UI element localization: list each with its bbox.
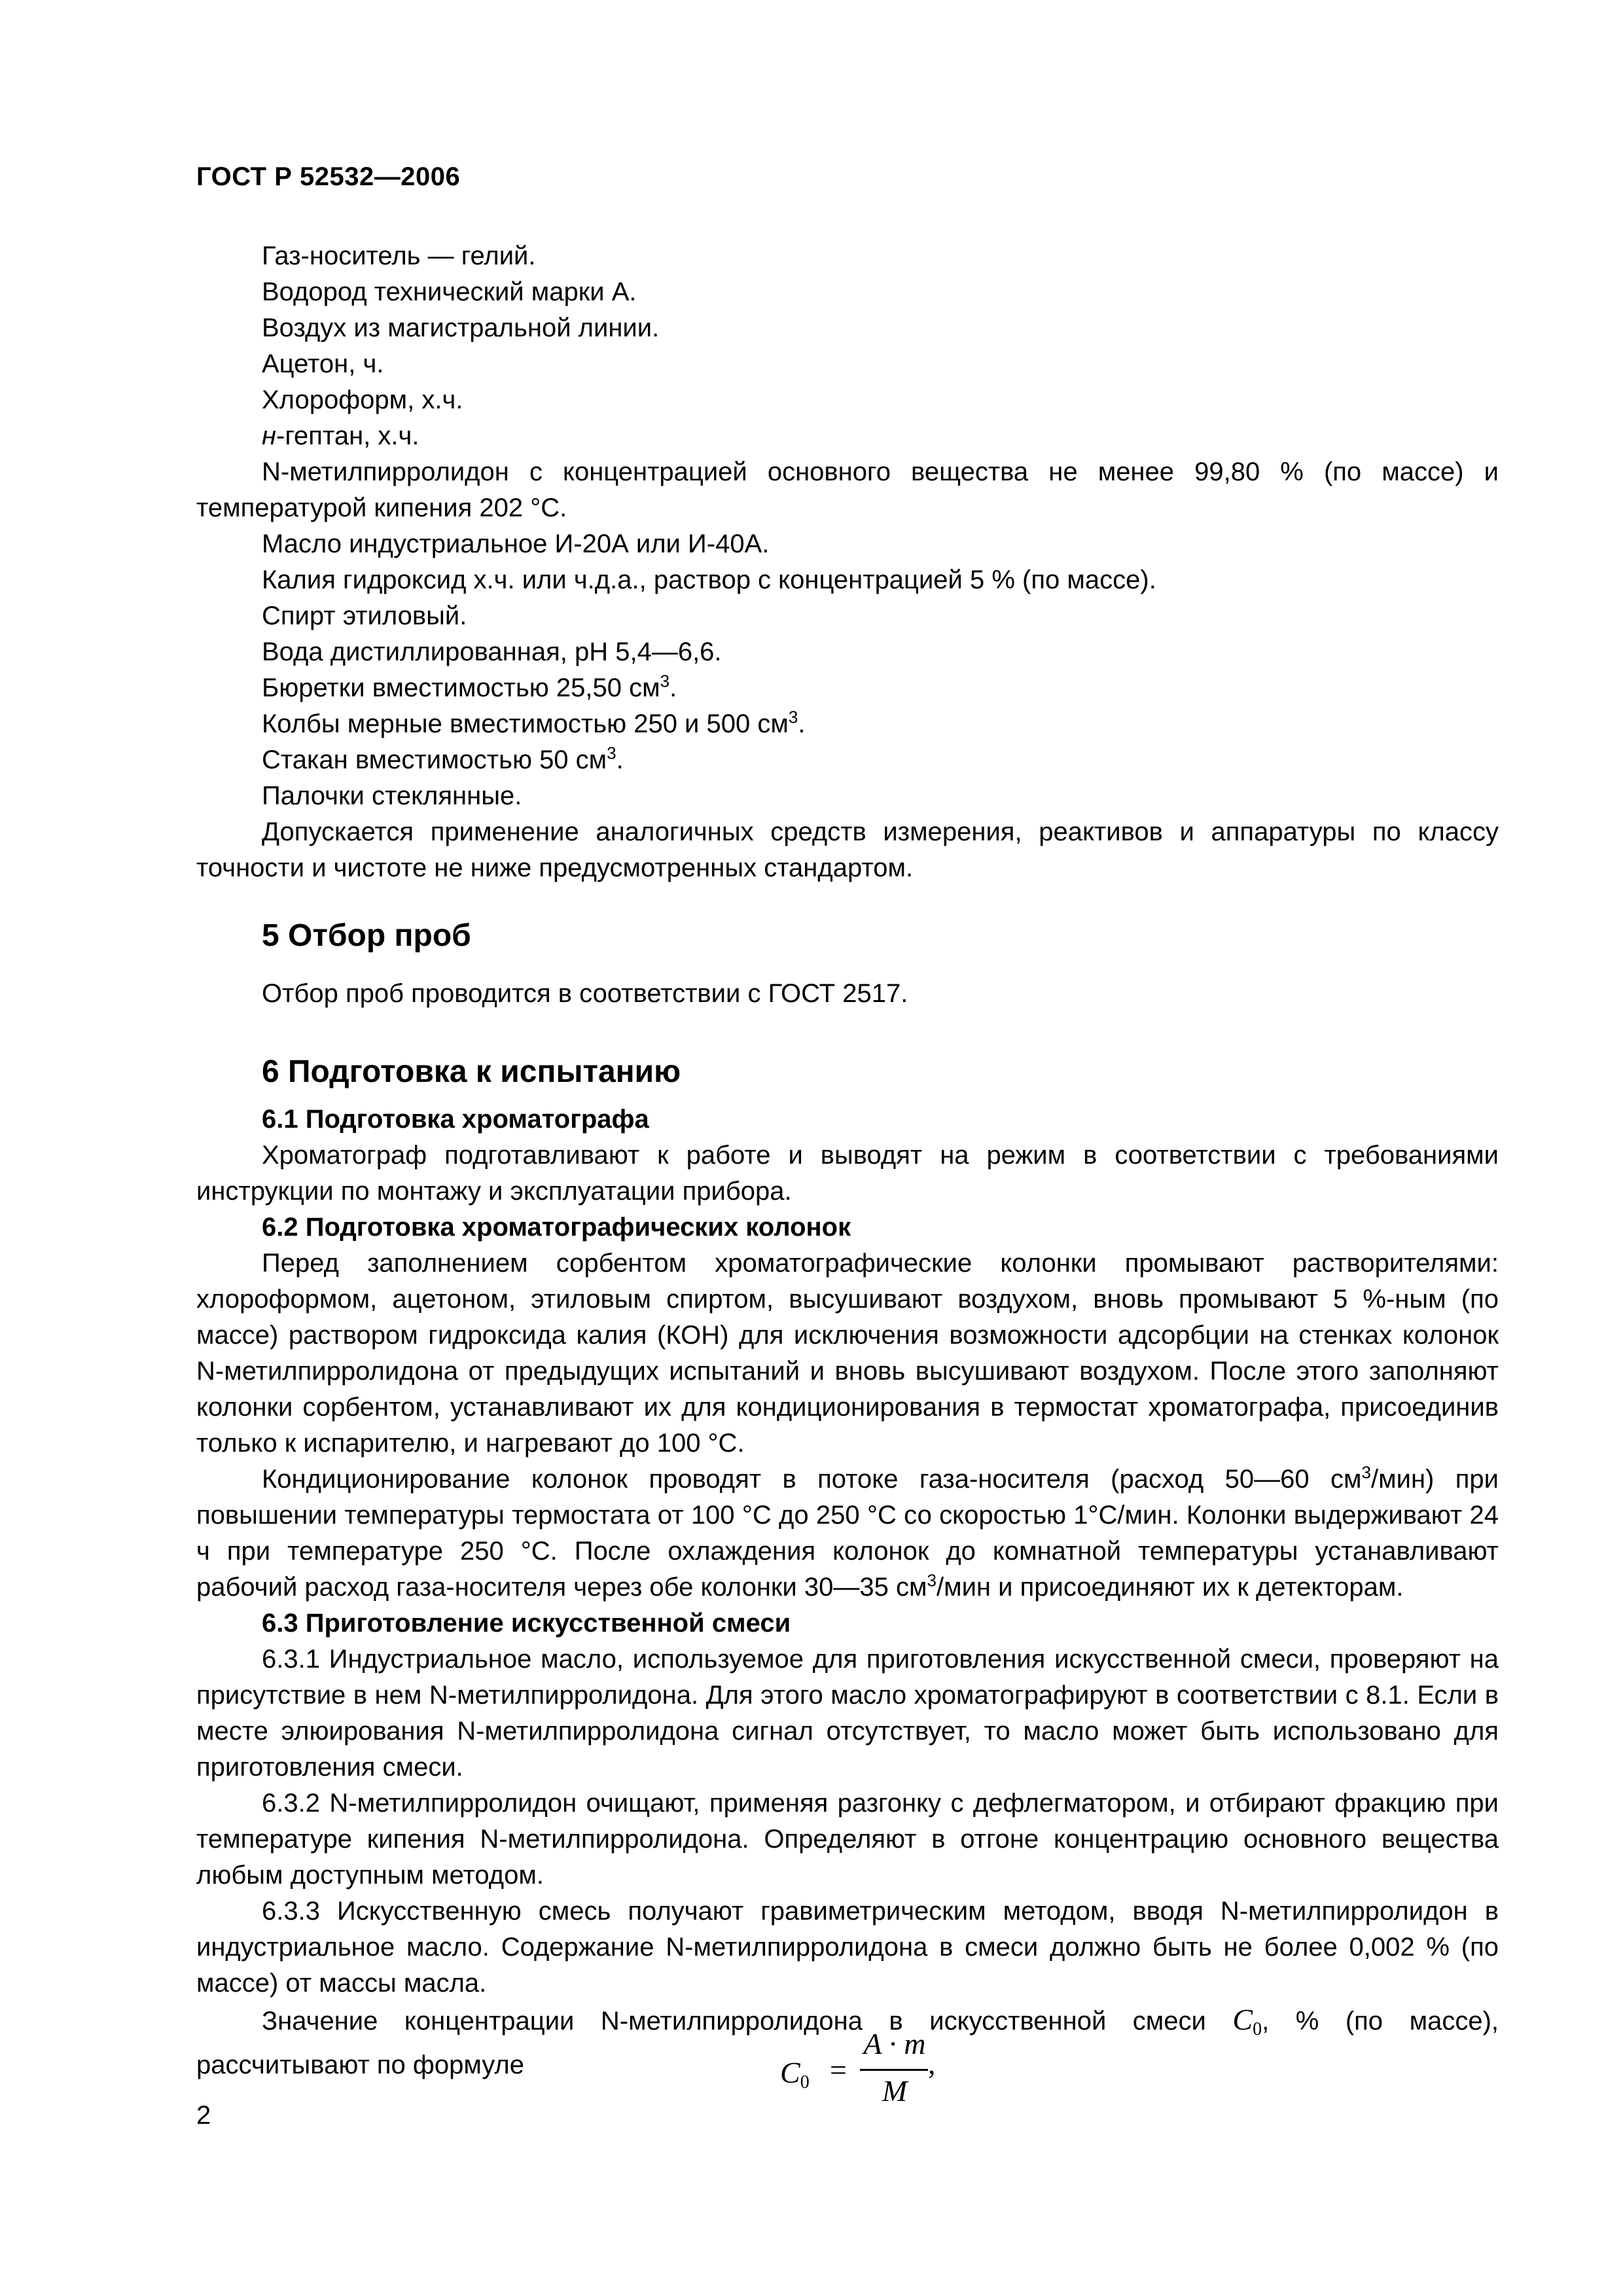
document-header: ГОСТ Р 52532—2006	[196, 162, 461, 191]
list-item: Воздух из магистральной линии.	[262, 314, 660, 342]
list-item: Палочки стеклянные.	[262, 781, 522, 810]
list-item: Калия гидроксид х.ч. или ч.д.а., раствор с концентрацией 5 % (по массе).	[262, 565, 1156, 594]
fraction-bar	[860, 2069, 928, 2071]
section-6-3-2: 6.3.2 N-метилпирролидон очищают, применяя разгонку с дефлегматором, и отбирают фракцию при температуре кипения N-метилпирролидона. Определяют в отгоне концентрацию основного вещества любым доступным методом.	[196, 1789, 1499, 1890]
c0-symbol: C	[1232, 2003, 1253, 2036]
list-item: Масло индустриальное И-20А или И-40А.	[262, 529, 770, 558]
list-item: Газ-носитель — гелий.	[262, 242, 536, 270]
section-6-title: 6 Подготовка к испытанию	[262, 1054, 681, 1089]
section-6-1-title: 6.1 Подготовка хроматографа	[262, 1105, 649, 1134]
list-item-heptane: н-гептан, х.ч.	[262, 422, 419, 450]
list-item-burettes: Бюретки вместимостью 25,50 $см^3$.	[262, 671, 677, 702]
section-6-2-title: 6.2 Подготовка хроматографических колонок	[262, 1213, 851, 1242]
page-content	[196, 238, 1499, 2083]
formula-comma: ,	[928, 2047, 936, 2080]
list-item: Хлороформ, х.ч.	[262, 386, 463, 414]
formula-numerator: A · m	[863, 2027, 926, 2060]
page-number: 2	[196, 2101, 211, 2130]
list-item-flasks: Колбы мерные вместимостью 250 и 500 $см^3$.	[262, 707, 806, 738]
formula-denominator: M	[882, 2074, 908, 2108]
list-item: Вода дистиллированная, рН 5,4—6,6.	[262, 637, 722, 666]
list-item: Ацетон, ч.	[262, 350, 384, 378]
nmp-paragraph: N-метилпирролидон с концентрацией основного вещества не менее 99,80 % (по массе) и температурой кипения 202 °С.	[196, 457, 1499, 522]
list-item-beaker: Стакан вместимостью 50 $см^3$.	[262, 743, 624, 774]
section-5-text: Отбор проб проводится в соответствии с ГОСТ 2517.	[262, 979, 908, 1008]
formula-equals: =	[830, 2053, 847, 2087]
list-item: Спирт этиловый.	[262, 601, 467, 630]
section-6-2-paragraph: Перед заполнением сорбентом хроматографические колонки промывают растворителями: хлороформом, ацетоном, этиловым спиртом, высушивают воздухом, вновь промывают 5 %-ным (по массе) раствором гидроксида калия (КОН) для исключения возможности адсорбции на стенках колонок N-метилпирролидона от предыдущих испытаний и вновь высушивают воздухом. После этого заполняют колонки сорбентом, устанавливают их для кондиционирования в термостат хроматографа, присоединив только к испарителю, и нагревают до 100 °С.	[196, 1249, 1499, 1458]
list-item: Водород технический марки А.	[262, 278, 637, 306]
concentration-paragraph: Значение концентрации N-метилпирролидона в искусственной смеси $C_0$, % (по массе), рассчитывают по формуле	[196, 2003, 1499, 2079]
section-6-3-title: 6.3 Приготовление искусственной смеси	[262, 1609, 791, 1638]
section-6-3-3: 6.3.3 Искусственную смесь получают гравиметрическим методом, вводя N-метилпирролидон в индустриальное масло. Содержание N-метилпирролидона в смеси должно быть не более 0,002 % (по массе) от массы масла.	[196, 1897, 1499, 1998]
formula-lhs: C0	[780, 2056, 810, 2092]
concentration-formula	[780, 2026, 937, 2111]
section-6-2-conditioning: Кондиционирование колонок проводят в потоке газа-носителя (расход 50—60 $см^3/мин$) при повышении температуры термостата от 100 °С до 250 °С со скоростью 1°С/мин. Колонки выдерживают 24 ч при температуре 250 °С. После охлаждения колонок до комнатной температуры устанавливают рабочий расход газа-носителя через обе колонки 30—35 $см^3$/мин и присоединяют их к детекторам.	[196, 1462, 1499, 1602]
section-6-3-1: 6.3.1 Индустриальное масло, используемое для приготовления искусственной смеси, проверяют на присутствие в нем N-метилпирролидона. Для этого масло хроматографируют в соответствии с 8.1. Если в месте элюирования N-метилпирролидона сигнал отсутствует, то масло может быть использовано для приготовления смеси.	[196, 1645, 1499, 1782]
allowed-paragraph: Допускается применение аналогичных средств измерения, реактивов и аппаратуры по классу точности и чистоте не ниже предусмотренных стандартом.	[196, 817, 1499, 882]
section-6-1-text: Хроматограф подготавливают к работе и выводят на режим в соответствии с требованиями инструкции по монтажу и эксплуатации прибора.	[196, 1141, 1499, 1206]
section-5-title: 5 Отбор проб	[262, 918, 471, 953]
